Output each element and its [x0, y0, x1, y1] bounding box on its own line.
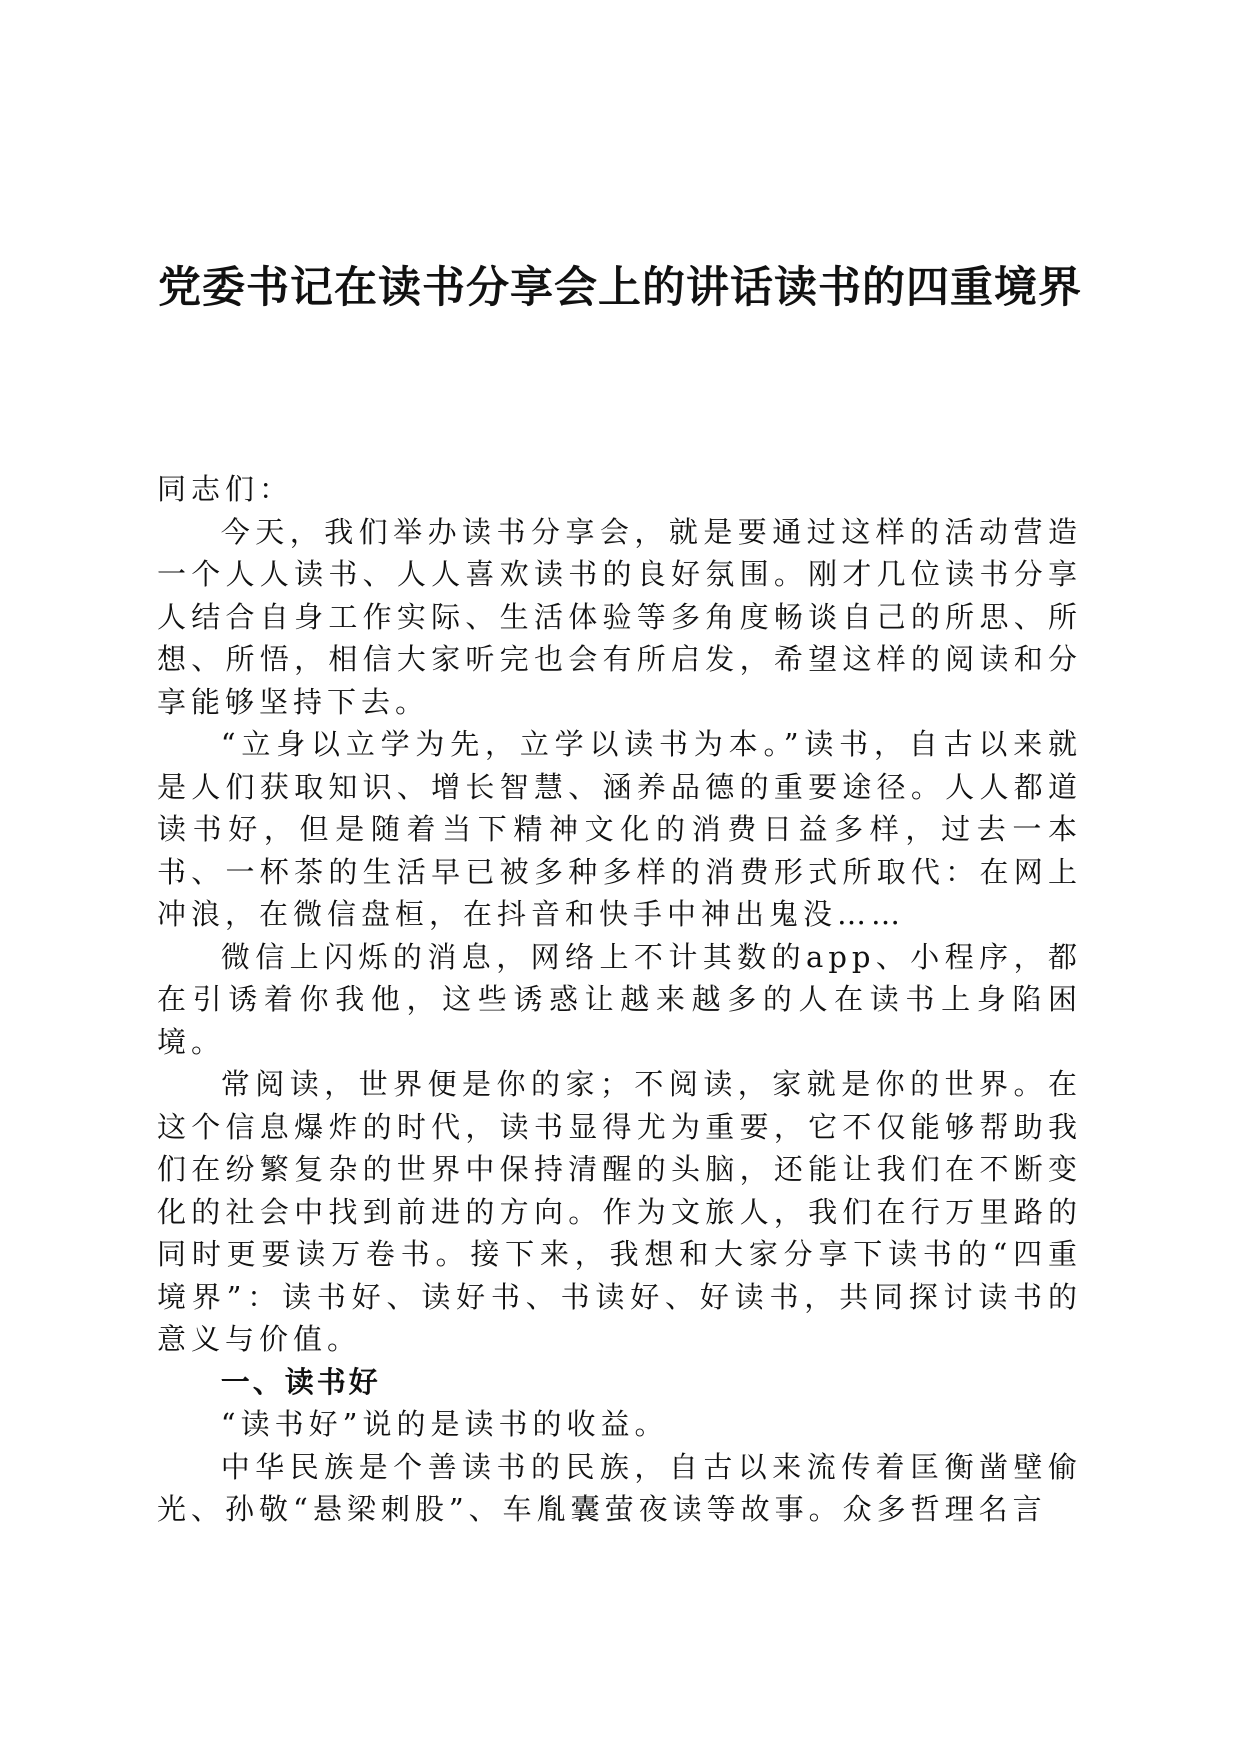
paragraph: 常阅读，世界便是你的家；不阅读，家就是你的世界。在这个信息爆炸的时代，读书显得尤为重要，它不仅能够帮助我们在纷繁复杂的世界中保持清醒的头脑，还能让我们在不断变化的社会中找到前进的方向。作为文旅人，我们在行万里路的同时更要读万卷书。接下来，我想和大家分享下读书的“四重境界”：读书好、读好书、书读好、好读书，共同探讨读书的意义与价值。 [157, 1067, 1082, 1356]
paragraph: “读书好”说的是读书的收益。 [220, 1407, 669, 1441]
document-body [157, 468, 1082, 1531]
paragraph: 微信上闪烁的消息，网络上不计其数的app、小程序，都在引诱着你我他，这些诱惑让越来越多的人在读书上身陷困境。 [157, 939, 1082, 1059]
paragraph: 今天，我们举办读书分享会，就是要通过这样的活动营造一个人人读书、人人喜欢读书的良好氛围。刚才几位读书分享人结合自身工作实际、生活体验等多角度畅谈自己的所思、所想、所悟，相信大家听完也会有所启发，希望这样的阅读和分享能够坚持下去。 [157, 514, 1082, 719]
paragraph: 中华民族是个善读书的民族，自古以来流传着匡衡凿壁偷光、孙敬“悬梁刺股”、车胤囊萤夜读等故事。众多哲理名言 [157, 1449, 1082, 1526]
document-title: 党委书记在读书分享会上的讲话读书的四重境界 [158, 263, 1082, 313]
paragraph: “立身以立学为先，立学以读书为本。”读书，自古以来就是人们获取知识、增长智慧、涵养品德的重要途径。人人都道读书好，但是随着当下精神文化的消费日益多样，过去一本书、一杯茶的生活早已被多种多样的消费形式所取代：在网上冲浪，在微信盘桓，在抖音和快手中神出鬼没…… [157, 727, 1082, 931]
salutation: 同志们： [157, 472, 294, 506]
section-heading: 一、读书好 [220, 1364, 381, 1399]
